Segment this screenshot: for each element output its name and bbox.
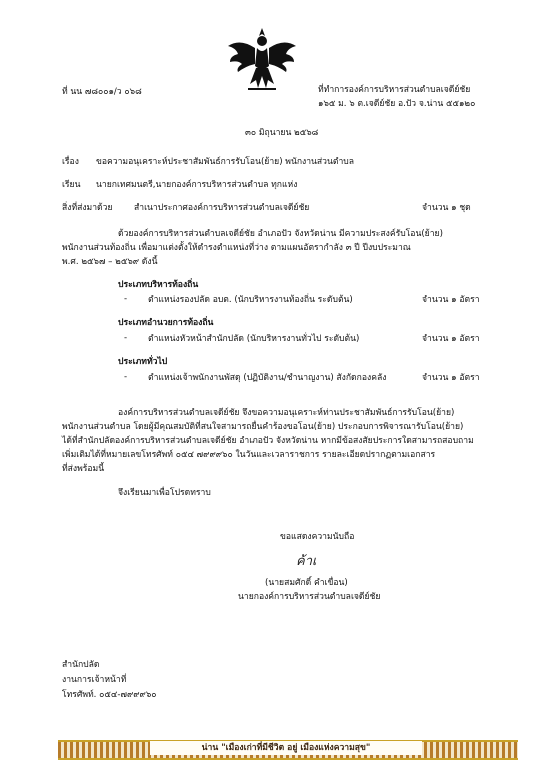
attachment-quantity: จำนวน ๑ ชุด bbox=[422, 203, 471, 213]
position-title: ตำแหน่งเจ้าพนักงานพัสดุ (ปฏิบัติงาน/ชำนาญงาน) สังกัดกองคลัง bbox=[148, 373, 387, 383]
letter-date: ๓๐ มิถุนายน ๒๕๖๘ bbox=[245, 128, 319, 138]
office-name: ที่ทำการองค์การบริหารส่วนตำบลเจดีย์ชัย bbox=[318, 85, 471, 95]
closing-salutation: ขอแสดงความนับถือ bbox=[280, 532, 355, 542]
office-address: ๑๖๕ ม. ๖ ต.เจดีย์ชัย อ.ปัว จ.น่าน ๕๕๑๒๐ bbox=[318, 99, 476, 109]
handwritten-signature: ค้าเ bbox=[296, 554, 317, 569]
para2-line5: ที่ส่งพร้อมนี้ bbox=[62, 464, 105, 474]
position-count: จำนวน ๑ อัตรา bbox=[422, 373, 480, 383]
position-count: จำนวน ๑ อัตรา bbox=[422, 295, 480, 305]
garuda-emblem-icon bbox=[226, 26, 298, 92]
category-heading: ประเภททั่วไป bbox=[118, 357, 168, 367]
para1-line1: ด้วยองค์การบริหารส่วนตำบลเจดีย์ชัย อำเภอปัว จังหวัดน่าน มีความประสงค์รับโอน(ย้าย) bbox=[118, 229, 443, 239]
signer-name: (นายสมศักดิ์ คำเขื่อน) bbox=[265, 578, 348, 588]
section: งานการเจ้าหน้าที่ bbox=[62, 675, 127, 685]
position-title: ตำแหน่งหัวหน้าสำนักปลัด (นักบริหารงานทั่วไป ระดับต้น) bbox=[148, 334, 360, 344]
contact-phone: โทรศัพท์. ๐๕๔-๗๙๙๙๖๐ bbox=[62, 690, 157, 700]
para2-line3: ได้ที่สำนักปลัดองค์การบริหารส่วนตำบลเจดีย์ชัย อำเภอปัว จังหวัดน่าน หากมีข้อสงสัยประการใดสามารถสอบถาม bbox=[62, 436, 474, 446]
department: สำนักปลัด bbox=[62, 660, 100, 670]
para1-line3: พ.ศ. ๒๕๖๗ – ๒๕๖๙ ดังนี้ bbox=[62, 257, 158, 267]
para1-line2: พนักงานส่วนท้องถิ่น เพื่อมาแต่งตั้งให้ดำรงตำแหน่งที่ว่าง ตามแผนอัตรากำลัง ๓ ปี ปีงบประมาณ bbox=[62, 243, 411, 253]
subject-label: เรื่อง bbox=[62, 157, 79, 167]
category-heading: ประเภทบริหารท้องถิ่น bbox=[118, 280, 199, 290]
category-heading: ประเภทอำนวยการท้องถิ่น bbox=[118, 318, 214, 328]
para2-line1: องค์การบริหารส่วนตำบลเจดีย์ชัย จึงขอความอนุเคราะห์ท่านประชาสัมพันธ์การรับโอน(ย้าย) bbox=[118, 408, 455, 418]
footer-slogan: น่าน "เมืองเก่าที่มีชีวิต อยู่ เมืองแห่งความสุข" bbox=[150, 741, 422, 755]
bullet-dash: - bbox=[124, 294, 128, 304]
para2-line2: พนักงานส่วนตำบล โดยผู้มีคุณสมบัติที่สนใจสามารถยื่นคำร้องขอโอน(ย้าย) ประกอบการพิจารณารับโอน(ย้าย) bbox=[62, 422, 464, 432]
signer-title: นายกองค์การบริหารส่วนตำบลเจดีย์ชัย bbox=[238, 592, 381, 602]
bullet-dash: - bbox=[124, 372, 128, 382]
position-title: ตำแหน่งรองปลัด อบต. (นักบริหารงานท้องถิ่น ระดับต้น) bbox=[148, 295, 353, 305]
subject-text: ขอความอนุเคราะห์ประชาสัมพันธ์การรับโอน(ย้าย) พนักงานส่วนตำบล bbox=[96, 157, 354, 167]
recipient-label: เรียน bbox=[62, 180, 81, 190]
recipient-text: นายกเทศมนตรี,นายกองค์การบริหารส่วนตำบล ทุกแห่ง bbox=[96, 180, 298, 190]
closing-request: จึงเรียนมาเพื่อโปรดทราบ bbox=[118, 488, 211, 498]
attachment-label: สิ่งที่ส่งมาด้วย bbox=[62, 203, 113, 213]
attachment-text: สำเนาประกาศองค์การบริหารส่วนตำบลเจดีย์ชัย bbox=[134, 203, 310, 213]
document-number: ที่ นน ๗๘๐๐๑/ว ๐๖๘ bbox=[62, 87, 142, 97]
bullet-dash: - bbox=[124, 333, 128, 343]
para2-line4: เพิ่มเติมได้ที่หมายเลขโทรศัพท์ ๐๕๔ ๗๙๙๙๖๐ ในวันและเวลาราชการ รายละเอียดปรากฏตามเอกสาร bbox=[62, 450, 436, 460]
position-count: จำนวน ๑ อัตรา bbox=[422, 334, 480, 344]
